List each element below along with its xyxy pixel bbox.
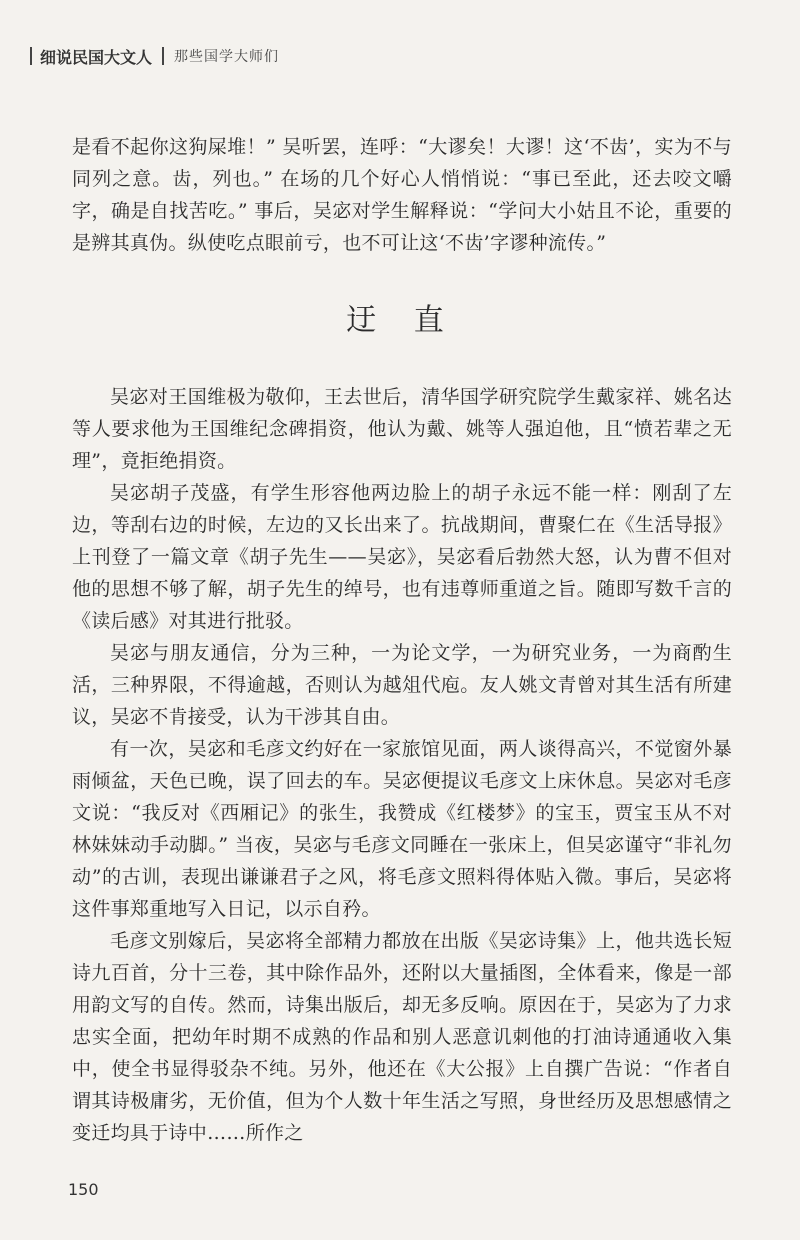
body-paragraph: 吴宓与朋友通信，分为三种，一为论文学，一为研究业务，一为商酌生活，三种界限，不得逾越，否则认为越俎代庖。友人姚文青曾对其生活有所建议，吴宓不肯接受，认为干涉其自由。 xyxy=(72,642,732,728)
page-content xyxy=(72,131,732,1149)
body-paragraph: 有一次，吴宓和毛彦文约好在一家旅馆见面，两人谈得高兴，不觉窗外暴雨倾盆，天色已晚，误了回去的车。吴宓便提议毛彦文上床休息。吴宓对毛彦文说：“我反对《西厢记》的张生，我赞成《红楼梦》的宝玉，贾宝玉从不对林妹妹动手动脚。” 当夜，吴宓与毛彦文同睡在一张床上，但吴宓谨守“非礼勿动”的古训，表现出谦谦君子之风，将毛彦文照料得体贴入微。事后，吴宓将这件事郑重地写入日记，以示自矜。 xyxy=(72,738,732,920)
book-subtitle: 那些国学大师们 xyxy=(174,49,280,65)
body-paragraph: 吴宓对王国维极为敬仰，王去世后，清华国学研究院学生戴家祥、姚名达等人要求他为王国维纪念碑捐资，他认为戴、姚等人强迫他，且“愤若辈之无理”，竟拒绝捐资。 xyxy=(72,386,732,472)
section-title: 迂 直 xyxy=(346,303,458,338)
series-title: 细说民国大文人 xyxy=(40,47,153,67)
page-number: 150 xyxy=(68,1180,99,1199)
body-paragraph: 毛彦文别嫁后，吴宓将全部精力都放在出版《吴宓诗集》上，他共选长短诗九百首，分十三卷，其中除作品外，还附以大量插图，全体看来，像是一部用韵文写的自传。然而，诗集出版后，却无多反响。原因在于，吴宓为了力求忠实全面，把幼年时期不成熟的作品和别人恶意讥刺他的打油诗通通收入集中，使全书显得驳杂不纯。另外，他还在《大公报》上自撰广告说：“作者自谓其诗极庸劣，无价值，但为个人数十年生活之写照，身世经历及思想感情之变迁均具于诗中……所作之 xyxy=(72,930,732,1144)
intro-paragraph: 是看不起你这狗屎堆！” 吴听罢，连呼：“大谬矣！大谬！这‘不齿’，实为不与同列之意。齿，列也。” 在场的几个好心人悄悄说：“事已至此，还去咬文嚼字，确是自找苦吃。” 事后，吴宓对学生解释说：“学问大小姑且不论，重要的是辨其真伪。纵使吃点眼前亏，也不可让这‘不齿’字谬种流传。” xyxy=(72,136,732,254)
running-header xyxy=(30,44,279,68)
header-divider-middle xyxy=(162,47,164,65)
body-paragraph: 吴宓胡子茂盛，有学生形容他两边脸上的胡子永远不能一样：刚刮了左边，等刮右边的时候，左边的又长出来了。抗战期间，曹聚仁在《生活导报》上刊登了一篇文章《胡子先生——吴宓》，吴宓看后勃然大怒，认为曹不但对他的思想不够了解，胡子先生的绰号，也有违尊师重道之旨。随即写数千言的《读后感》对其进行批驳。 xyxy=(72,482,732,632)
header-divider-left xyxy=(30,47,32,65)
